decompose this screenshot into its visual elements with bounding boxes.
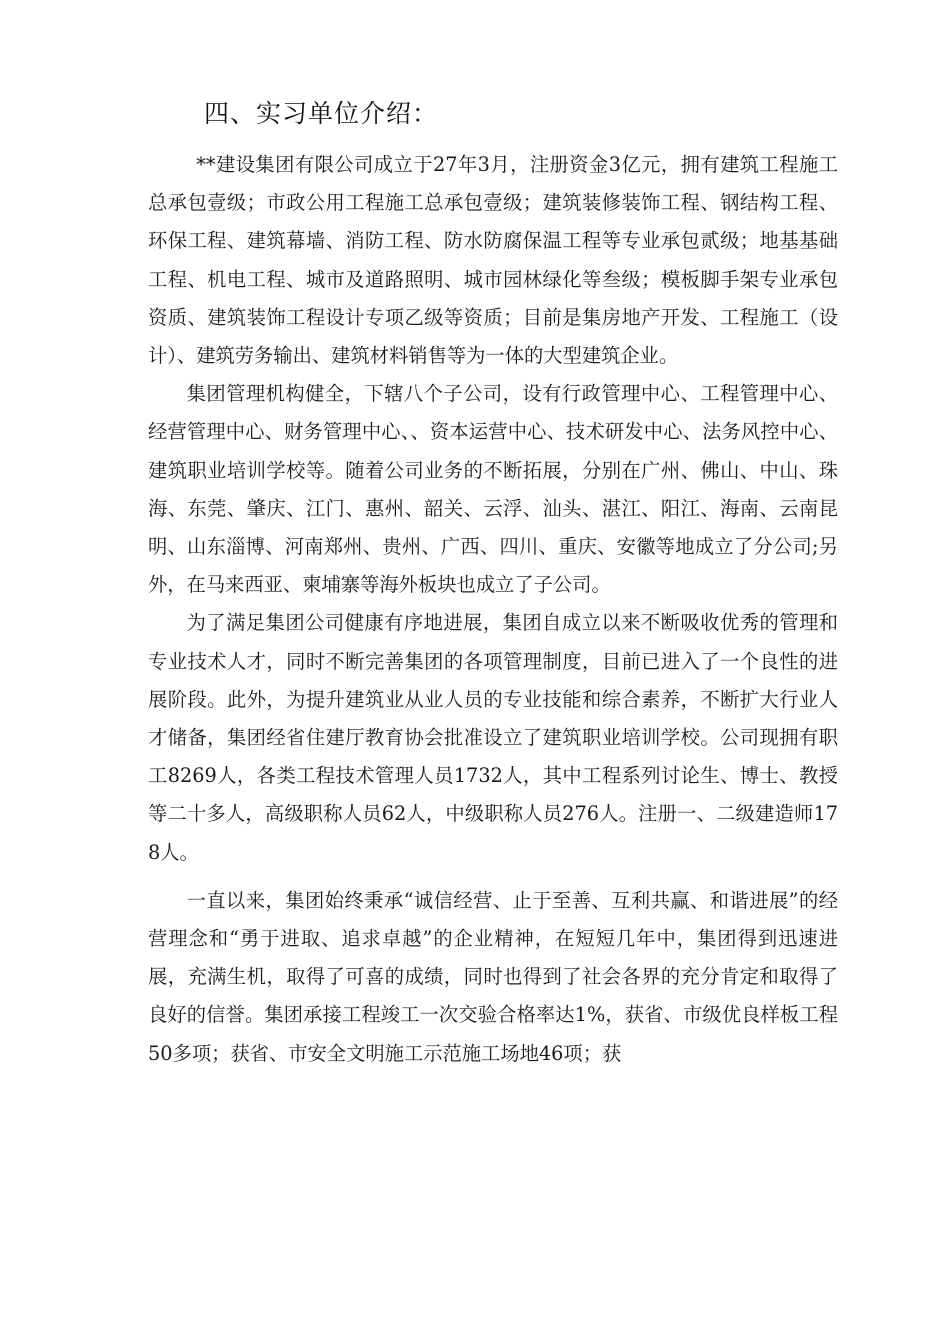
paragraph-talent: 为了满足集团公司健康有序地进展，集团自成立以来不断吸收优秀的管理和专业技术人才，同时不断完善集团的各项管理制度，目前已进入了一个良性的进展阶段。此外，为提升建筑业从业人员的专业技能和综合素养，不断扩大行业人才储备，集团经省住建厅教育协会批准设立了建筑职业培训学校。公司现拥有职工8269人，各类工程技术管理人员1732人，其中工程系列讨论生、博士、教授等二十多人，高级职称人员62人，中级职称人员276人。注册一、二级建造师178人。 bbox=[148, 611, 838, 864]
paragraph-organization: 集团管理机构健全，下辖八个子公司，设有行政管理中心、工程管理中心、经营管理中心、财务管理中心、、资本运营中心、技术研发中心、法务风控中心、建筑职业培训学校等。随着公司业务的不断拓展，分别在广州、佛山、中山、珠海、东莞、肇庆、江门、惠州、韶关、云浮、汕头、湛江、阳江、海南、云南昆明、山东淄博、河南郑州、贵州、广西、四川、重庆、安徽等地成立了分公司;另外，在马来西亚、柬埔寨等海外板块也成立了子公司。 bbox=[148, 382, 838, 597]
paragraph-philosophy: 一直以来，集团始终秉承“诚信经营、止于至善、互利共赢、和谐进展”的经营理念和“勇于进取、追求卓越”的企业精神，在短短几年中，集团得到迅速进展，充满生机，取得了可喜的成绩，同时也得到了社会各界的充分肯定和取得了良好的信誉。集团承接工程竣工一次交验合格率达1%，获省、市级优良样板工程50多项；获省、市安全文明施工示范施工场地46项；获 bbox=[148, 888, 838, 1065]
paragraph-company-overview: **建设集团有限公司成立于27年3月，注册资金3亿元，拥有建筑工程施工总承包壹级；市政公用工程施工总承包壹级；建筑装修装饰工程、钢结构工程、环保工程、建筑幕墙、消防工程、防水防腐保温工程等专业承包贰级；地基基础工程、机电工程、城市及道路照明、城市园林绿化等叁级；模板脚手架专业承包资质、建筑装饰工程设计专项乙级等资质；目前是集房地产开发、工程施工（设计）、建筑劳务输出、建筑材料销售等为一体的大型建筑企业。 bbox=[148, 153, 838, 368]
document-body bbox=[148, 146, 838, 1073]
section-heading: 四、实习单位介绍： bbox=[204, 99, 439, 128]
